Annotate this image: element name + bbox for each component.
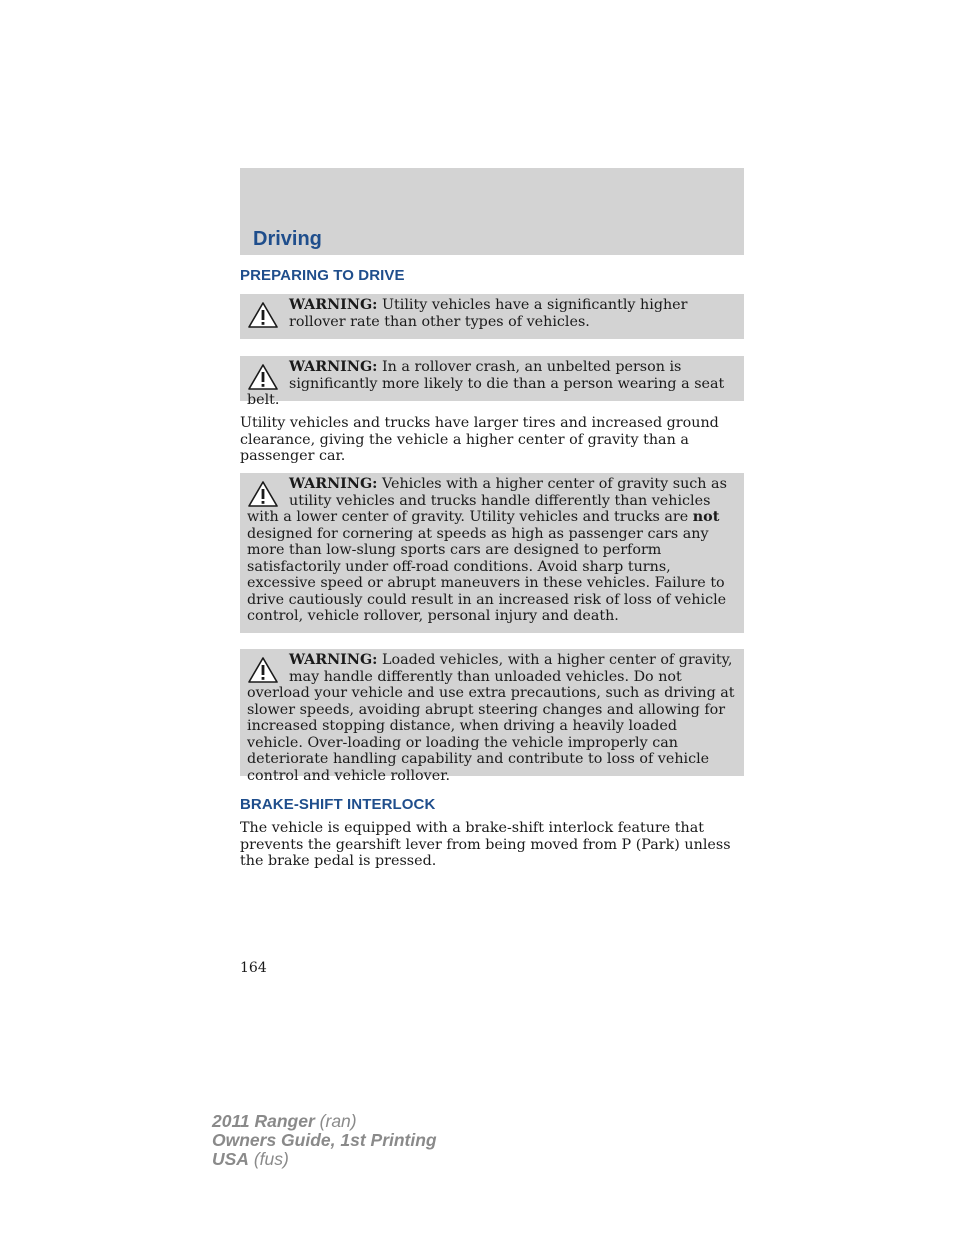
paragraph-ground-clearance: Utility vehicles and trucks have larger tires and increased ground clearance, giving the vehicle a higher center of gravity than a passenger car.	[240, 415, 719, 464]
footer-market-code: (fus)	[248, 1149, 289, 1169]
warning-box-center-of-gravity	[240, 473, 744, 633]
warning-text: Loaded vehicles, with a higher center of gravity, may handle differently than unloaded vehicles. Do not overload your vehicle and use extra precautions, such as driving at slower speeds, avoiding abrupt steering changes and allowing for increased stopping distance, when driving a heavily loaded vehicle. Over-loading or loading the vehicle improperly can deteriorate handling capability and contribute to loss of vehicle control and vehicle rollover.	[247, 652, 735, 784]
footer-edition-info	[212, 1112, 437, 1169]
footer-model-code: (ran)	[314, 1111, 357, 1131]
warning-label: WARNING:	[289, 476, 378, 492]
footer-line-model	[212, 1112, 437, 1131]
warning-box-loaded-vehicles	[240, 649, 744, 784]
warning-text: Vehicles with a higher center of gravity such as utility vehicles and trucks handle differently than vehicles with a lower center of gravity. Utility vehicles and trucks are	[247, 476, 727, 525]
page-number: 164	[240, 960, 267, 976]
warning-text: In a rollover crash, an unbelted person is significantly more likely to die than a person wearing a seat belt.	[247, 359, 725, 408]
warning-triangle-icon	[247, 656, 279, 684]
warning-box-seat-belt	[240, 356, 744, 408]
warning-triangle-icon	[247, 480, 279, 508]
warning-box-rollover-rate	[240, 294, 744, 339]
warning-text: Utility vehicles have a significantly higher rollover rate than other types of vehicles.	[289, 297, 688, 330]
paragraph-brake-shift: The vehicle is equipped with a brake-shift interlock feature that prevents the gearshift lever from being moved from P (Park) unless the brake pedal is pressed.	[240, 820, 731, 869]
warning-label: WARNING:	[289, 652, 378, 668]
section-header-band	[240, 168, 744, 255]
footer-market: USA	[212, 1149, 249, 1169]
warning-emphasis: not	[692, 509, 720, 525]
footer-model: 2011 Ranger	[212, 1111, 315, 1131]
warning-label: WARNING:	[289, 359, 378, 375]
heading-preparing-to-drive: PREPARING TO DRIVE	[240, 267, 405, 284]
warning-triangle-icon	[247, 301, 279, 329]
footer-line-printing: Owners Guide, 1st Printing	[212, 1130, 437, 1150]
warning-label: WARNING:	[289, 297, 378, 313]
warning-text-continued: designed for cornering at speeds as high as passenger cars any more than low-slung sports cars are designed to perform satisfactorily under off-road conditions. Avoid sharp turns, excessive speed or abrupt maneuvers in these vehicles. Failure to drive cautiously could result in an increased risk of loss of vehicle control, vehicle rollover, personal injury and death.	[247, 525, 727, 624]
warning-triangle-icon	[247, 363, 279, 391]
section-title: Driving	[253, 228, 322, 250]
heading-brake-shift-interlock: BRAKE-SHIFT INTERLOCK	[240, 796, 436, 813]
footer-line-market	[212, 1150, 437, 1169]
